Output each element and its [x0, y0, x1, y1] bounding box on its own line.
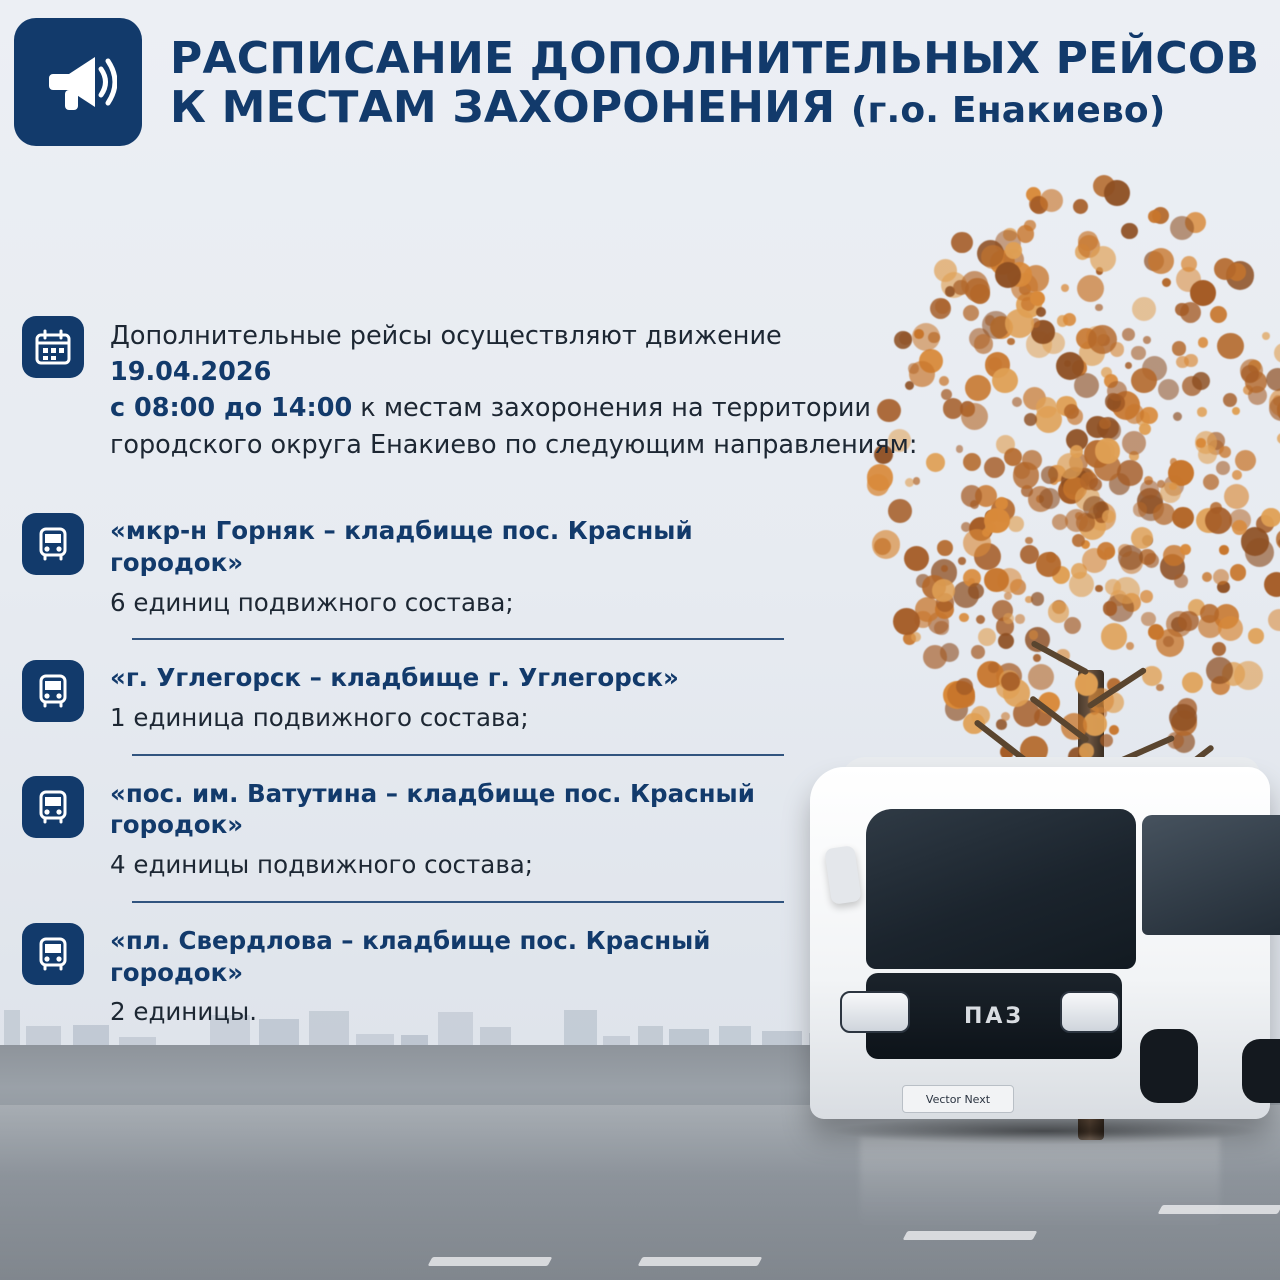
foliage-cluster — [1198, 337, 1208, 347]
foliage-cluster — [1169, 704, 1196, 731]
route-name: «мкр-н Горняк – кладбище пос. Красный городок» — [110, 516, 693, 577]
foliage-cluster — [1224, 484, 1249, 509]
foliage-cluster — [1088, 325, 1117, 354]
foliage-cluster — [1131, 527, 1153, 549]
foliage-cluster — [1122, 431, 1146, 455]
foliage-cluster — [1158, 379, 1179, 400]
foliage-cluster — [968, 583, 984, 599]
foliage-cluster — [1033, 654, 1041, 662]
foliage-cluster — [1126, 642, 1135, 651]
foliage-cluster — [1157, 480, 1166, 489]
foliage-cluster — [1074, 373, 1099, 398]
bus-headlight-left — [840, 991, 910, 1033]
foliage-cluster — [937, 540, 953, 556]
foliage-cluster — [888, 499, 912, 523]
route-units: 4 единицы подвижного состава; — [110, 850, 534, 880]
foliage-cluster — [1073, 199, 1088, 214]
foliage-cluster — [1003, 613, 1014, 624]
foliage-cluster — [941, 565, 948, 572]
foliage-cluster — [1261, 508, 1280, 527]
route-item — [22, 901, 822, 1048]
foliage-cluster — [1178, 611, 1199, 632]
foliage-cluster — [1170, 216, 1194, 240]
foliage-cluster — [976, 615, 985, 624]
foliage-cluster — [1163, 636, 1174, 647]
bus-wheel — [1242, 1039, 1280, 1103]
foliage-cluster — [1015, 614, 1025, 624]
route-item — [22, 638, 822, 753]
foliage-cluster — [1024, 413, 1037, 426]
foliage-cluster — [872, 530, 900, 558]
foliage-cluster — [1144, 553, 1159, 568]
foliage-cluster — [1219, 446, 1231, 458]
foliage-cluster — [1005, 309, 1034, 338]
foliage-cluster — [1172, 341, 1186, 355]
route-divider — [132, 901, 784, 903]
foliage-cluster — [1213, 569, 1229, 585]
foliage-cluster — [1266, 368, 1280, 391]
foliage-cluster — [1118, 545, 1143, 570]
foliage-cluster — [923, 645, 947, 669]
foliage-cluster — [1245, 538, 1274, 567]
route-body — [110, 923, 822, 1030]
foliage-cluster — [984, 568, 1008, 592]
title-line-2-main: К МЕСТАМ ЗАХОРОНЕНИЯ — [170, 82, 836, 134]
road-marking — [428, 1257, 553, 1266]
foliage-cluster — [971, 645, 985, 659]
foliage-cluster — [1095, 304, 1103, 312]
foliage-cluster — [956, 445, 964, 453]
foliage-cluster — [1095, 585, 1103, 593]
foliage-cluster — [1197, 407, 1206, 416]
foliage-cluster — [1090, 246, 1116, 272]
route-body — [110, 776, 822, 883]
foliage-cluster — [1205, 507, 1232, 534]
intro-block — [22, 316, 922, 463]
foliage-cluster — [1036, 552, 1061, 577]
route-divider — [132, 638, 784, 640]
foliage-cluster — [1039, 488, 1059, 508]
route-name: «пл. Свердлова – кладбище пос. Красный городок» — [110, 925, 711, 987]
foliage-cluster — [1012, 397, 1022, 407]
route-units: 1 единица подвижного состава; — [110, 703, 529, 733]
route-name: «пос. им. Ватутина – кладбище пос. Красный городок» — [110, 778, 755, 840]
foliage-cluster — [1057, 453, 1083, 479]
intro-text-part1: Дополнительные рейсы осуществляют движение — [110, 321, 782, 351]
foliage-cluster — [904, 546, 929, 571]
foliage-cluster — [1131, 368, 1157, 394]
calendar-icon — [22, 316, 84, 378]
bus-photo — [770, 745, 1270, 1165]
foliage-cluster — [998, 633, 1014, 649]
foliage-cluster — [1202, 572, 1212, 582]
foliage-cluster — [1122, 328, 1135, 341]
foliage-cluster — [1248, 628, 1264, 644]
foliage-cluster — [1140, 590, 1154, 604]
foliage-cluster — [1004, 592, 1012, 600]
header-text — [170, 34, 1260, 133]
foliage-cluster — [1077, 275, 1104, 302]
foliage-cluster — [1196, 438, 1206, 448]
foliage-cluster — [1025, 537, 1032, 544]
foliage-cluster — [1061, 284, 1069, 292]
foliage-cluster — [1153, 503, 1175, 525]
bus-icon — [22, 776, 84, 838]
foliage-cluster — [1107, 381, 1127, 401]
foliage-cluster — [1190, 280, 1216, 306]
foliage-cluster — [959, 613, 969, 623]
bus-reflection — [860, 1137, 1220, 1227]
foliage-cluster — [1102, 510, 1115, 523]
foliage-cluster — [1041, 466, 1058, 483]
foliage-cluster — [1030, 291, 1046, 307]
foliage-cluster — [1005, 242, 1022, 259]
foliage-cluster — [984, 508, 1009, 533]
foliage-cluster — [1232, 407, 1240, 415]
foliage-cluster — [1013, 462, 1039, 488]
foliage-cluster — [1132, 297, 1157, 322]
route-units: 2 единицы. — [110, 997, 258, 1027]
foliage-cluster — [1143, 336, 1151, 344]
foliage-cluster — [988, 662, 999, 673]
foliage-cluster — [1001, 712, 1010, 721]
foliage-cluster — [1182, 672, 1203, 693]
route-body — [110, 513, 822, 620]
foliage-cluster — [867, 464, 894, 491]
foliage-cluster — [974, 334, 993, 353]
road-marking — [903, 1231, 1038, 1240]
foliage-cluster — [1117, 460, 1143, 486]
foliage-cluster — [958, 557, 965, 564]
foliage-cluster — [1036, 307, 1046, 317]
route-units: 6 единиц подвижного состава; — [110, 587, 514, 617]
foliage-cluster — [1113, 577, 1140, 604]
foliage-cluster — [939, 376, 949, 386]
foliage-cluster — [1069, 572, 1094, 597]
bus-icon — [22, 513, 84, 575]
foliage-cluster — [1052, 514, 1068, 530]
foliage-cluster — [1121, 223, 1138, 240]
foliage-cluster — [1048, 601, 1070, 623]
foliage-cluster — [1008, 516, 1024, 532]
foliage-cluster — [965, 375, 991, 401]
bus-wheel — [1140, 1029, 1198, 1103]
foliage-cluster — [1104, 180, 1130, 206]
bus-model-plate: Vector Next — [902, 1085, 1014, 1113]
intro-time-range: с 08:00 до 14:00 — [110, 393, 353, 424]
foliage-cluster — [1210, 306, 1227, 323]
foliage-cluster — [951, 232, 973, 254]
foliage-cluster — [913, 477, 920, 484]
title-district: (г.о. Енакиево) — [850, 90, 1166, 132]
foliage-cluster — [1089, 478, 1102, 491]
foliage-cluster — [1268, 609, 1280, 631]
foliage-cluster — [1264, 572, 1280, 597]
route-name: «г. Углегорск – кладбище г. Углегорск» — [110, 663, 679, 693]
header — [0, 0, 1280, 178]
foliage-cluster — [934, 621, 949, 636]
foliage-cluster — [984, 457, 1005, 478]
foliage-cluster — [1007, 338, 1015, 346]
foliage-cluster — [934, 259, 957, 282]
bus-icon — [22, 923, 84, 985]
road-marking — [638, 1257, 763, 1266]
foliage-cluster — [1156, 684, 1163, 691]
foliage-cluster — [1103, 601, 1118, 616]
foliage-cluster — [1200, 604, 1218, 622]
foliage-cluster — [1232, 470, 1242, 480]
bus-headlight-right — [1060, 991, 1120, 1033]
foliage-cluster — [1031, 592, 1044, 605]
foliage-cluster — [1203, 474, 1219, 490]
foliage-cluster — [1230, 564, 1247, 581]
intro-date: 19.04.2026 — [110, 357, 272, 388]
foliage-cluster — [1175, 303, 1189, 317]
intro-text — [110, 316, 922, 463]
foliage-cluster — [1109, 725, 1119, 735]
foliage-cluster — [1192, 372, 1210, 390]
title-line-2 — [170, 83, 1260, 132]
route-divider — [132, 754, 784, 756]
foliage-cluster — [1219, 545, 1228, 554]
foliage-cluster — [1125, 404, 1145, 424]
foliage-cluster — [961, 271, 988, 298]
foliage-cluster — [1101, 623, 1127, 649]
title-line-1: РАСПИСАНИЕ ДОПОЛНИТЕЛЬНЫХ РЕЙСОВ — [170, 33, 1260, 84]
foliage-cluster — [930, 298, 951, 319]
route-body — [110, 660, 679, 735]
bus-windshield — [866, 809, 1136, 969]
foliage-cluster — [1036, 397, 1057, 418]
foliage-cluster — [893, 608, 920, 635]
foliage-cluster — [1131, 346, 1146, 361]
foliage-cluster — [1174, 574, 1187, 587]
foliage-cluster — [1075, 512, 1083, 520]
foliage-cluster — [1232, 520, 1247, 535]
foliage-cluster — [1217, 333, 1244, 360]
foliage-cluster — [1170, 458, 1177, 465]
foliage-cluster — [1180, 544, 1191, 555]
foliage-cluster — [961, 403, 988, 430]
foliage-cluster — [1241, 365, 1259, 383]
foliage-cluster — [1274, 343, 1280, 364]
foliage-cluster — [1172, 507, 1194, 529]
bus-body — [810, 767, 1270, 1119]
foliage-cluster — [1148, 624, 1164, 640]
routes-list — [22, 505, 822, 1048]
bus-brand-label: ПАЗ — [963, 1003, 1025, 1029]
foliage-cluster — [1173, 412, 1182, 421]
foliage-cluster — [1040, 189, 1063, 212]
route-item — [22, 505, 822, 638]
bus-mirror — [824, 845, 862, 905]
megaphone-icon — [14, 18, 142, 146]
foliage-cluster — [978, 628, 996, 646]
foliage-cluster — [1184, 354, 1198, 368]
foliage-cluster — [1235, 450, 1256, 471]
foliage-cluster — [1028, 664, 1054, 690]
foliage-cluster — [1095, 438, 1121, 464]
foliage-cluster — [1063, 313, 1076, 326]
foliage-cluster — [1133, 502, 1147, 516]
foliage-cluster — [1148, 248, 1174, 274]
foliage-cluster — [992, 368, 1017, 393]
foliage-cluster — [1181, 256, 1197, 272]
foliage-cluster — [926, 453, 945, 472]
foliage-cluster — [1216, 461, 1230, 475]
intro-text-part2: к местам захоронения на территории городского округа Енакиево по следующим направлениям: — [110, 393, 918, 460]
foliage-cluster — [932, 579, 955, 602]
foliage-cluster — [1097, 542, 1115, 560]
foliage-cluster — [1206, 657, 1233, 684]
foliage-cluster — [1029, 630, 1039, 640]
foliage-cluster — [1125, 362, 1132, 369]
foliage-cluster — [1162, 278, 1171, 287]
foliage-cluster — [963, 305, 979, 321]
foliage-cluster — [1262, 332, 1270, 340]
foliage-cluster — [1212, 642, 1226, 656]
foliage-cluster — [943, 398, 963, 418]
bus-side-window — [1142, 815, 1280, 935]
bus-icon — [22, 660, 84, 722]
foliage-cluster — [1017, 225, 1034, 242]
foliage-cluster — [956, 678, 973, 695]
foliage-cluster — [963, 453, 981, 471]
route-item — [22, 754, 822, 901]
foliage-cluster — [1223, 393, 1237, 407]
foliage-cluster — [1218, 616, 1243, 641]
